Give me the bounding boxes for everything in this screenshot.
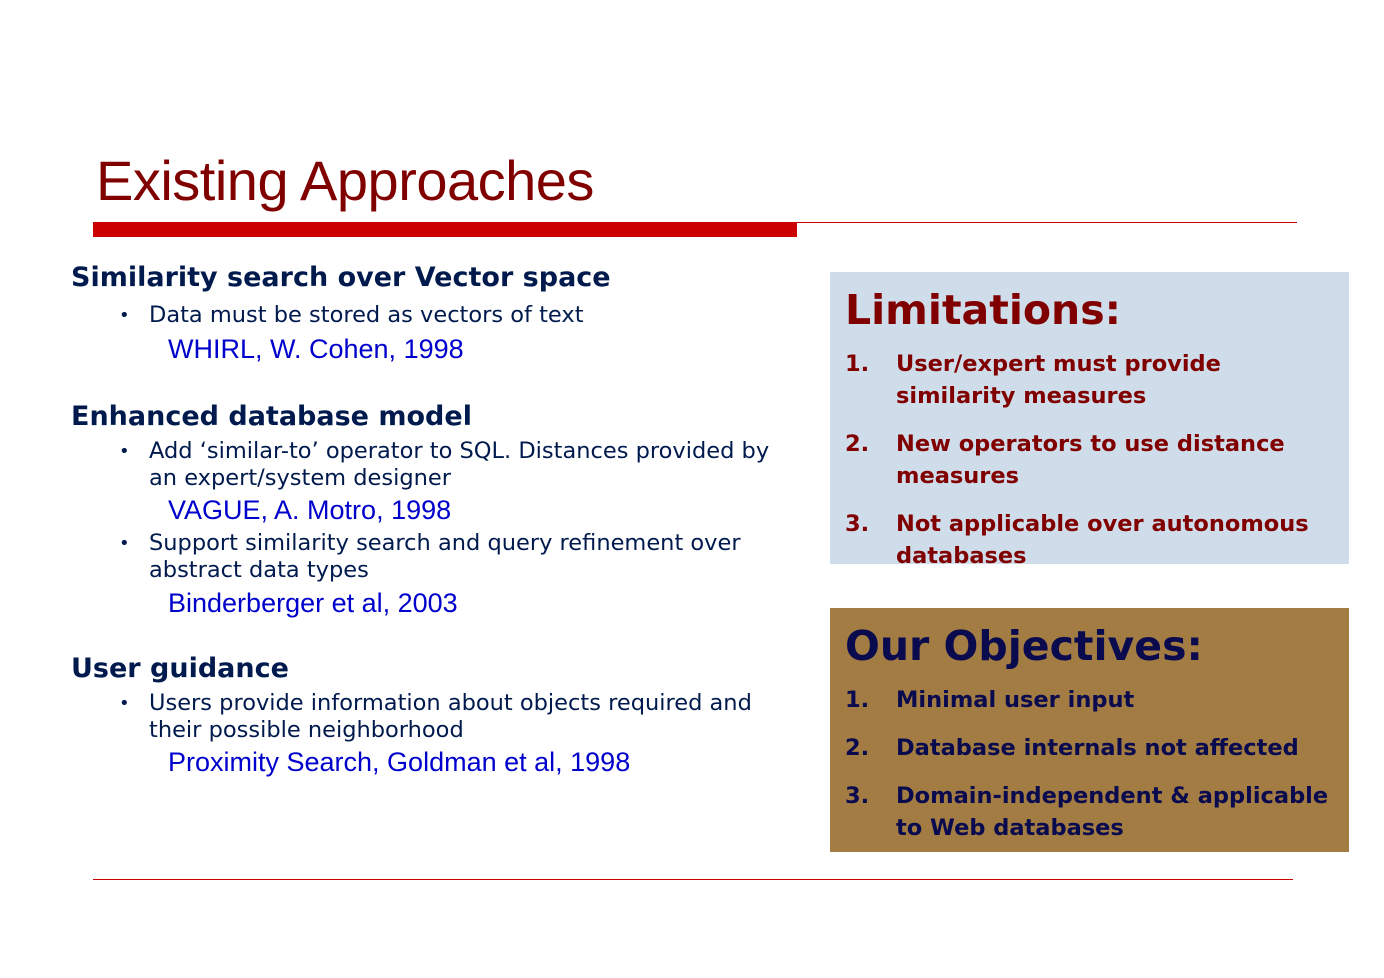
objectives-box xyxy=(830,608,1349,852)
item-text: Minimal user input xyxy=(896,687,1135,713)
item-number: 2. xyxy=(845,431,870,457)
bullet-text: Add ‘similar-to’ operator to SQL. Distances provided by an expert/system designer xyxy=(149,438,770,491)
bullet-item xyxy=(71,438,801,492)
footer-rule xyxy=(93,879,1293,880)
title-rule xyxy=(797,222,1297,223)
item-number: 3. xyxy=(845,511,870,537)
item-number: 1. xyxy=(845,687,870,713)
reference-citation: WHIRL, W. Cohen, 1998 xyxy=(168,334,464,364)
bullet-text: Users provide information about objects required and their possible neighborhood xyxy=(149,690,752,743)
bullet-icon: • xyxy=(119,441,130,462)
list-item xyxy=(845,508,1345,572)
bullet-item xyxy=(71,690,801,744)
item-text: Database internals not affected xyxy=(896,735,1299,761)
approaches-list xyxy=(71,262,801,778)
item-text: Domain-independent & applicable to Web databases xyxy=(896,783,1329,841)
list-item xyxy=(845,428,1345,492)
item-number: 3. xyxy=(845,783,870,809)
bullet-icon: • xyxy=(119,693,130,714)
bullet-text: Support similarity search and query refinement over abstract data types xyxy=(149,530,741,583)
bullet-icon: • xyxy=(119,533,130,554)
objectives-list xyxy=(845,684,1345,860)
section-heading: Similarity search over Vector space xyxy=(71,262,611,293)
list-item xyxy=(845,732,1345,764)
title-accent-bar xyxy=(93,222,797,237)
limitations-title: Limitations: xyxy=(845,286,1122,334)
reference-citation: Proximity Search, Goldman et al, 1998 xyxy=(168,747,631,777)
limitations-list xyxy=(845,348,1345,588)
reference-citation: VAGUE, A. Motro, 1998 xyxy=(168,495,452,525)
item-text: New operators to use distance measures xyxy=(896,431,1285,489)
bullet-text: Data must be stored as vectors of text xyxy=(149,302,584,328)
item-text: Not applicable over autonomous databases xyxy=(896,511,1309,569)
bullet-item xyxy=(71,530,801,584)
objectives-title: Our Objectives: xyxy=(845,622,1203,670)
limitations-box xyxy=(830,272,1349,569)
bullet-item xyxy=(71,302,801,329)
list-item xyxy=(845,684,1345,716)
item-number: 1. xyxy=(845,351,870,377)
item-number: 2. xyxy=(845,735,870,761)
section-heading: User guidance xyxy=(71,653,289,684)
reference-citation: Binderberger et al, 2003 xyxy=(168,588,458,618)
item-text: User/expert must provide similarity measures xyxy=(896,351,1221,409)
section-heading: Enhanced database model xyxy=(71,401,472,432)
bullet-icon: • xyxy=(119,305,130,326)
slide-title: Existing Approaches xyxy=(96,149,594,212)
list-item xyxy=(845,780,1345,844)
list-item xyxy=(845,348,1345,412)
